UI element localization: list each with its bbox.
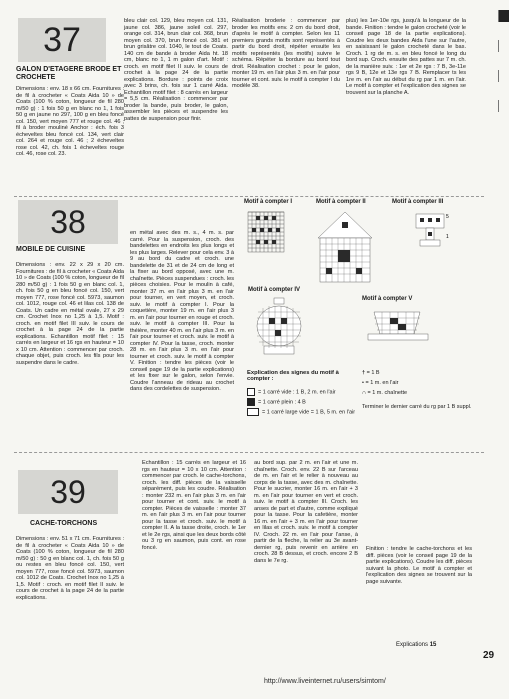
- section-39-col1: Dimensions : env. 51 x 71 cm. Fournitures : de fil à crocheter « Coats Aida 10 » de Coats (100 % coton, longueur de fil 280 m/50 g) : 50 g en blanc col. 1, ch. fois 50 g ou restes en bleu foncé col. 150, vert moyen 777, rose foncé col. 5973, saumon col. 1012 de Coats. Crochet Inox no 1,25 à 1,5. Motif : croch. en motif filet II suiv. le cours de crochet à la page 24 de la partie explications.: [16, 536, 124, 601]
- divider: [14, 452, 484, 453]
- legend-stitch-b: † = 1 B: [362, 370, 380, 376]
- legend-empty: = 1 carré vide : 1 B, 2 m. en l'air: [247, 388, 336, 396]
- section-37-col1: Dimensions : env. 18 x 66 cm. Fournitures : de fil à crocheter « Coats Aida 10 » de Coats (100 % coton, longueur de fil 280 m/50 g) : 1 fois 50 g en blanc no 1, 1 fois 50 g en jaune no 297, 100 g en bleu foncé col. 150, vert moyen 777 et rouge col. 46 ; fil à broder mouliné Anchor : éch. fois 3 écheveltes bleu foncé col. 134, vert clair col. 264 et rouge col. 46 ; 2 écheveltes rose col. 42, ch. fois 1 écheveltes rouge col. 46, rose col. 23.: [16, 86, 124, 157]
- section-39-col4: Finition : tendre le cache-torchons et les diff. pièces (voir le conseil page 19 de la partie explications). Coudre les diff. pièces suivant la photo. Le motif à compter et l'explication des signes se trouvent sur la page suivante.: [366, 546, 472, 585]
- section-37-title: GALON D'ETAGERE BRODE ET CROCHETE: [16, 66, 122, 81]
- edge-tab: [498, 70, 509, 82]
- footer-label: Explications 15: [396, 642, 437, 648]
- legend-filled: = 1 carré plein : 4 B: [247, 398, 306, 406]
- section-39-col3: au bord sup. par 2 m. en l'air et une m. chaînette. Croch. env. 22 B sur l'arceau de m. en l'air et le relier à nouveau au corps de la tasse, avec des m. chaînette. Pour le sucrier, monter 16 m. en l'air + 3 m. en l'air pour tourner en vert et croch. suiv. le motif à compter III. Croch. les anses de part et d'autre, comme expliqué pour la tasse. Pour la cafetière, monter 16 m. en l'air + 3 m. en l'air pour tourner en lilas et croch. suiv. le motif à compter IV. Croch. 22 m. en l'air pour l'anse, à partir de la fleche, la relier au 3e avant-dernier rg, puis revenir en arrière en croch. 28 B dessus, et croch. encore 2 B dans le 7e rg.: [254, 460, 358, 564]
- empty-square-icon: [247, 388, 255, 396]
- source-url: http://www.liveinternet.ru/users/simtom/: [264, 678, 386, 685]
- motif-2-label: Motif à compter II: [316, 199, 366, 205]
- legend-note: Terminer le dernier carré du rg par 1 B suppl.: [362, 404, 472, 410]
- stitch-chain-icon: ∩: [362, 390, 366, 396]
- legend-stitch-air: • = 1 m. en l'air: [362, 380, 399, 386]
- section-37-number: 37: [18, 18, 106, 62]
- stitch-b-icon: †: [362, 370, 366, 376]
- section-39-col2: Echantillon : 15 carrés en largeur et 16 rgs en hauteur = 10 x 10 cm. Attention : commencer par croch. le cache-torchons, croch. les diff. pièces de la vaisselle séparément, puis les coudre. Réalisation : monter 232 m. en l'air plus 3 m. en l'air pour tourner et cont. suiv. le motif à compter. Pièces de vaisselle : monter 37 m. en l'air plus 3 m. en l'air pour tourner pour la tasse et croch. suiv. le motif à compter II. A la tasse droite, croch. le 1er et le 2e rgs, ainsi que les deux bords côté ou 3 rg en saumon, puis cont. en rose foncé.: [142, 460, 246, 551]
- legend-title: Explication des signes du motif à compter :: [247, 370, 339, 382]
- motif-5-chart: [364, 306, 434, 346]
- svg-text:5: 5: [446, 214, 449, 220]
- section-37-col3: Réalisation broderie : commencer par broder les motifs env. 2 cm du bord droit, d'après le motif à compter. Selon les 11 premiers grands motifs sont représentés à partir du bord droit, répéter ensuite les motifs représentés (les motifs) suivre le schéma. Répéter la bordure au bord tout droit. Réalisation crochet : pour le galon, monter 19 m. en l'air plus 3 m. en l'air pour tourner et cont. suiv. le motif à compter I du modèle 38.: [232, 18, 340, 89]
- section-37-col2: bleu clair col. 129, bleu moyen col. 131, jaune col. 386, jaune soleil col. 297, orange col. 314, brun clair col. 368, brun moyen col. 370, brun foncé col. 381 et brun grisâtre col. 1040, le tout de Coats. 140 cm de bande à broder Aida ht. 18 cm, blanc no 1, 1 m galon d'art. Motif : croch. en motif filet II suiv. le cours de crochet à la page 24 de la partie explications. Bordure : points de croix avec 3 brins, ch. fois sur 1 carré Aida. Echantillon motif filet : 8 carrés en largeur = 5,5 cm. Réalisation : commencer par broder la bande, puis broder, le galon, assembler les pièces et suspendre les pattes de suspension pour finir.: [124, 18, 228, 122]
- section-38-title: MOBILE DE CUISINE: [16, 246, 86, 253]
- legend-wide: = 1 carré large vide = 1 B, 5 m. en l'air: [247, 408, 357, 416]
- motif-3-chart: [410, 210, 454, 254]
- section-37-col4: plus) les 1er-10e rgs, jusqu'à la longueur de la bande. Finition : tendre le galon crocheté (voir le conseil page 18 de la partie explications). Coudre les deux bandes Aida l'une sur l'autre, en saisissant le galon crocheté dans le bas. Croch. 1 rg de m. s. en bleu foncé le long du bord sup. Croch. ensuite des pattes sur 7 m. ch. de la manière suiv. : 1er et 2e rgs : 7 B, 3e-11e rgs 9 B, 12e et 13e rgs 7 B. Remplacer ts les 1re m. en l'air au début du rg par 1 m. en l'air. Le motif à compter et l'explication des signes se trouvent sur la planche A.: [346, 18, 466, 96]
- section-38-col2: en métal avec des m. s., 4 m. s. par carré. Pour la suspension, croch. des bandelettes en endroits les plus longs et les plus larges. Relever pour cela env. 3 à 9 au bord du cadre et croch. une bandelette de 31 et de 24 cm de long et la fixer au bord opposé, avec une m. chaînette. Pièces suspendues : croch. les pièces choisies. Pour le moulin à café, monter 37 m. en l'air plus 3 m. en l'air pour tourner, en vert moyen, et croch. suiv. le motif à compter I. Pour la coquetière, monter 19 m. en l'air plus 3 m. en l'air pour tourner en rouge et croch. suiv. le motif à compter III. Pour la théière, monter 40 m. en l'air plus 3 m. en l'air pour tourner et croch. suiv. le motif à compter IV. Pour la tasse, croch. monter 28 m. en l'air plus 3 m. en l'air pour tourner et croch. suiv. le motif à compter V. Finition : tendre les pièces (voir le conseil page 19 de la partie explications) et les fixer sur le galon, selon l'envie. Coudre l'anneau de rideau au crochet dans des cordelettes de suspension.: [130, 230, 234, 392]
- motif-5-label: Motif à compter V: [362, 296, 413, 302]
- filled-square-icon: [247, 398, 255, 406]
- edge-tab: [498, 40, 509, 52]
- motif-1-chart: [244, 208, 290, 258]
- stitch-air-icon: •: [362, 380, 364, 386]
- motif-4-label: Motif à compter IV: [248, 287, 301, 293]
- legend-stitch-chain: ∩ = 1 m. chaînette: [362, 390, 408, 396]
- page-corner-number: 29: [483, 650, 495, 661]
- wide-square-icon: [247, 408, 259, 416]
- motif-3-label: Motif à compter III: [392, 199, 444, 205]
- motif-4-chart: [250, 296, 310, 360]
- motif-2-chart: [310, 208, 380, 288]
- motif-1-label: Motif à compter I: [244, 199, 293, 205]
- section-39-title: CACHE-TORCHONS: [30, 520, 98, 527]
- section-38-col1: Dimensions : env. 22 x 29 x 20 cm. Fournitures : de fil à crocheter « Coats Aida 10 » de Coats (100 % coton, longueur de fil 280 m/50 g) : 1 fois 50 g en blanc col. 1, ch. fois 50 g en bleu foncé col. 150, vert moyen 777, rose foncé col. 5973, saumon col. 1012, rouge col. 46 et lilas col. 138 de Coats. Un cadre en métal ovale, 27 x 29 cm. Crochet Inox no 1,25 à 1,5. Motif : croch. en motif filet III suiv. le cours de crochet à la page 24 de la partie explications. Echantillon motif filet : 15 carrés en largeur et 16 rgs en hauteur = 10 x 10 cm. Attention : commencer par croch. chaque objet, puis croch. les fils pour les suspendre dans le cadre.: [16, 262, 124, 366]
- svg-text:1: 1: [446, 234, 449, 240]
- edge-tab: [498, 100, 509, 112]
- divider: [14, 196, 484, 197]
- section-38-number: 38: [18, 200, 118, 244]
- section-39-number: 39: [18, 470, 118, 514]
- edge-tab: [498, 10, 509, 22]
